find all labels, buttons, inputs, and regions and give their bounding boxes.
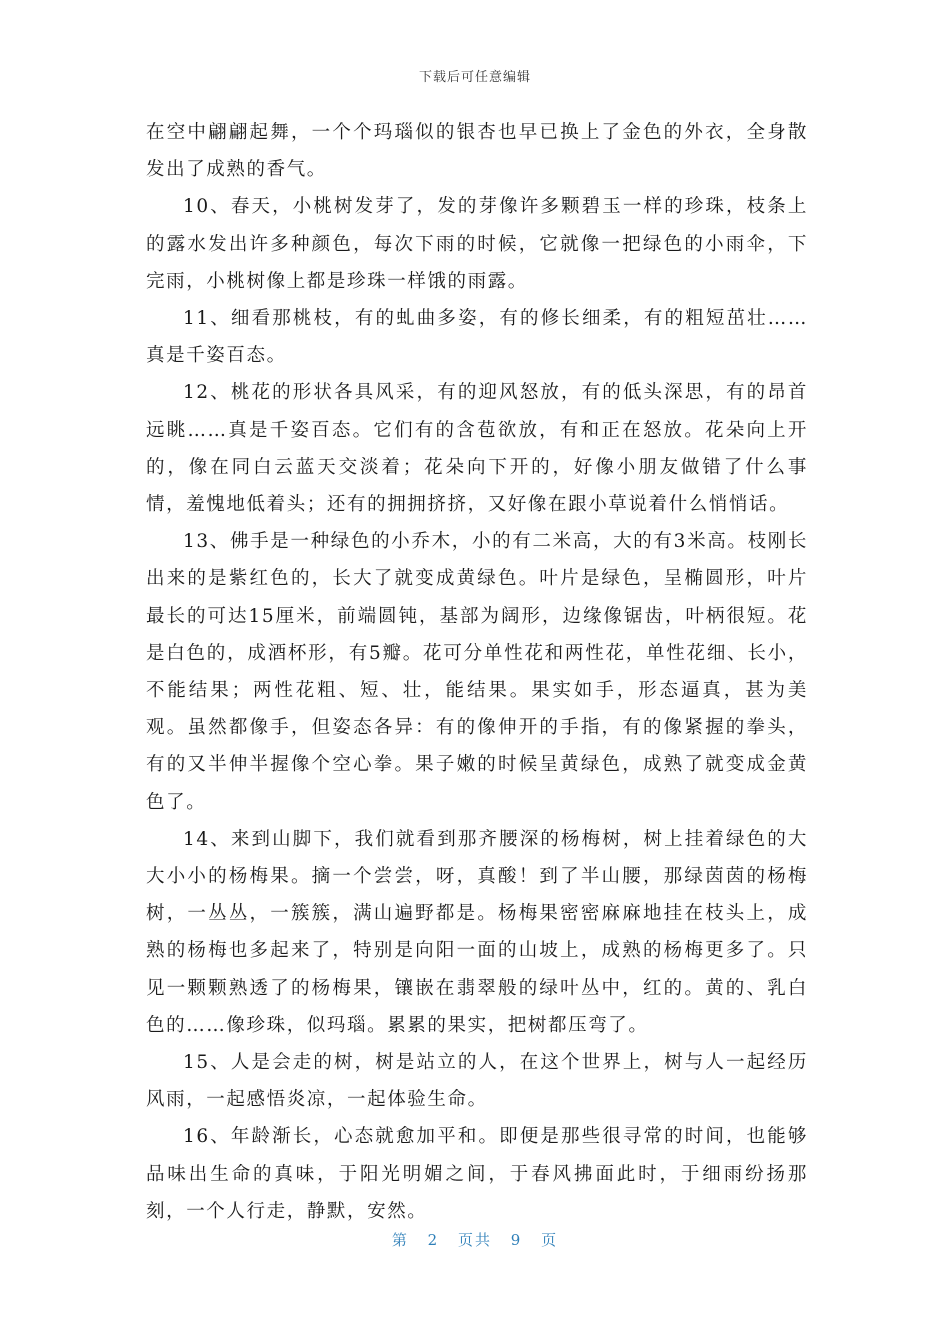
paragraph-16: 16、年龄渐长，心态就愈加平和。即便是那些很寻常的时间，也能够品味出生命的真味，于阳光明媚之间，于春风拂面此时，于细雨纷扬那刻，一个人行走，静默，安然。	[146, 1126, 808, 1222]
paragraph-12: 12、桃花的形状各具风采，有的迎风怒放，有的低头深思，有的昂首远眺……真是千姿百态。它们有的含苞欲放，有和正在怒放。花朵向上开的，像在同白云蓝天交淡着；花朵向下开的，好像小朋友做错了什么事情，羞愧地低着头；还有的拥拥挤挤，又好像在跟小草说着什么悄悄话。	[146, 382, 808, 516]
paragraph-13: 13、佛手是一种绿色的小乔木，小的有二米高，大的有3米高。枝刚长出来的是紫红色的，长大了就变成黄绿色。叶片是绿色，呈椭圆形，叶片最长的可达15厘米，前端圆钝，基部为阔形，边缘像锯齿，叶柄很短。花是白色的，成酒杯形，有5瓣。花可分单性花和两性花，单性花细、长小，不能结果；两性花粗、短、壮，能结果。果实如手，形态逼真，甚为美观。虽然都像手，但姿态各异：有的像伸开的手指，有的像紧握的拳头，有的又半伸半握像个空心拳。果子嫩的时候呈黄绿色，成熟了就变成金黄色了。	[146, 531, 808, 813]
paragraph-15: 15、人是会走的树，树是站立的人，在这个世界上，树与人一起经历风雨，一起感悟炎凉，一起体验生命。	[146, 1052, 808, 1111]
paragraph-11: 11、细看那桃枝，有的虬曲多姿，有的修长细柔，有的粗短茁壮……真是千姿百态。	[146, 308, 808, 367]
page-number-footer: 第 2 页共 9 页	[391, 1231, 559, 1249]
page-header: 下载后可任意编辑	[418, 70, 531, 85]
paragraph-14: 14、来到山脚下，我们就看到那齐腰深的杨梅树，树上挂着绿色的大大小小的杨梅果。摘一个尝尝，呀，真酸！到了半山腰，那绿茵茵的杨梅树，一丛丛，一簇簇，满山遍野都是。杨梅果密密麻麻地挂在枝头上，成熟的杨梅也多起来了，特别是向阳一面的山坡上，成熟的杨梅更多了。只见一颗颗熟透了的杨梅果，镶嵌在翡翠般的绿叶丛中，红的。黄的、乳白色的……像珍珠，似玛瑙。累累的果实，把树都压弯了。	[146, 828, 808, 1036]
document-body	[146, 114, 808, 1230]
paragraph-continuation: 在空中翩翩起舞，一个个玛瑙似的银杏也早已换上了金色的外衣，全身散发出了成熟的香气。	[146, 122, 808, 181]
paragraph-10: 10、春天，小桃树发芽了，发的芽像许多颗碧玉一样的珍珠，枝条上的露水发出许多种颜色，每次下雨的时候，它就像一把绿色的小雨伞，下完雨，小桃树像上都是珍珠一样饿的雨露。	[146, 196, 808, 292]
